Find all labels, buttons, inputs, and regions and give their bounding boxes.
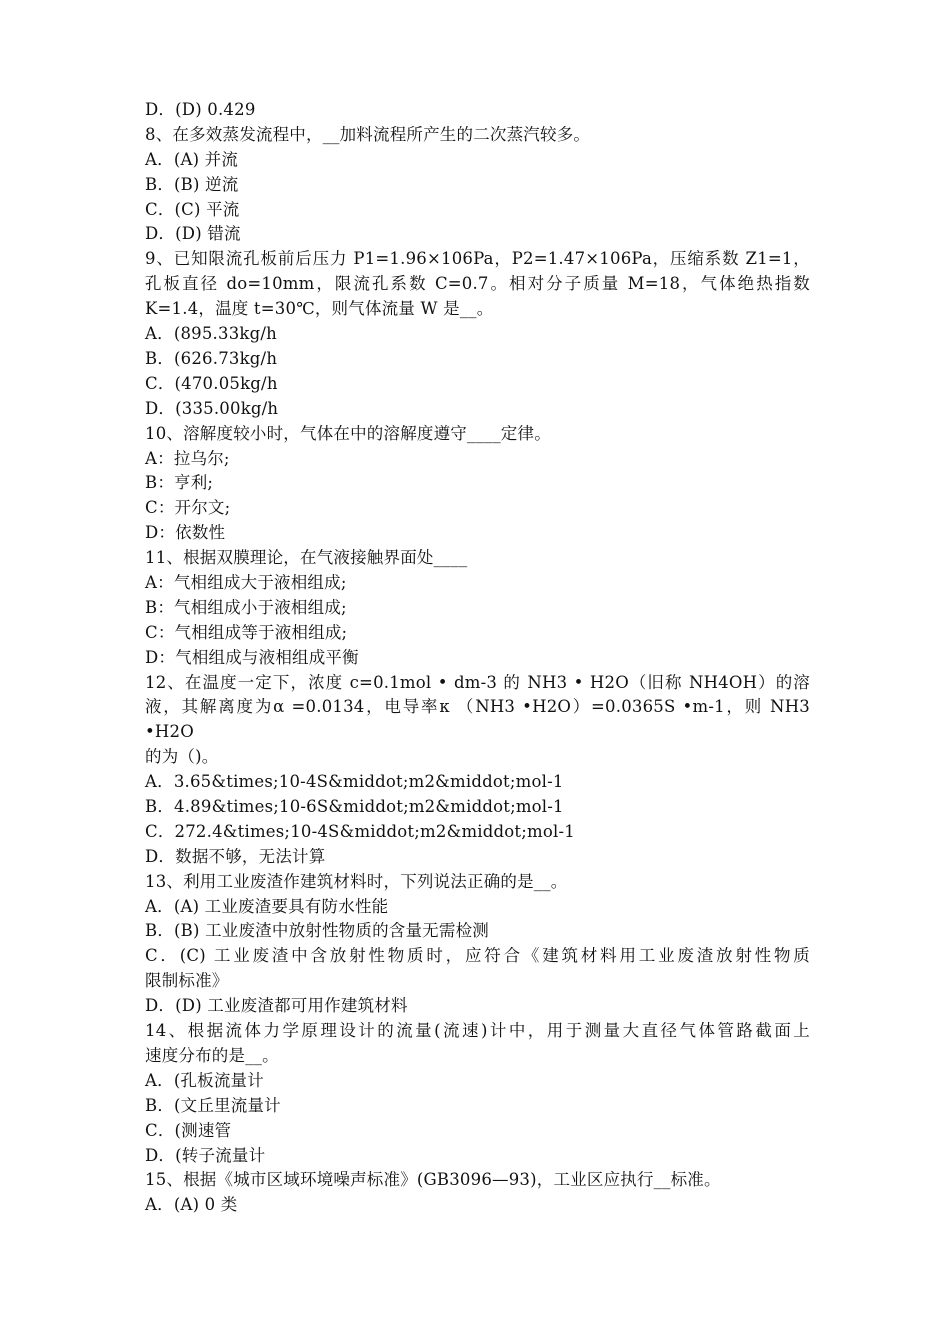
- answer-option: D：依数性: [145, 523, 226, 543]
- answer-option: A．(A) 并流: [145, 149, 239, 169]
- question-text: 10、溶解度较小时，气体在中的溶解度遵守____定律。: [145, 423, 551, 443]
- answer-option: A．3.65&times;10-4S&middot;m2&middot;mol-1: [145, 772, 564, 792]
- answer-option: A．(A) 工业废渣要具有防水性能: [145, 896, 389, 916]
- answer-option: C．(C) 工业废渣中含放射性物质时，应符合《建筑材料用工业废渣放射性物质: [145, 946, 810, 966]
- answer-option: D．(D) 工业废渣都可用作建筑材料: [145, 996, 408, 1016]
- answer-option: A：拉乌尔;: [145, 448, 230, 468]
- answer-option: C：气相组成等于液相组成;: [145, 622, 348, 642]
- question-text: 11、根据双膜理论，在气液接触界面处____: [145, 548, 468, 568]
- question-text: 液，其解离度为α =0.0134，电导率κ （NH3 •H2O）=0.0365S •m-1，则 NH3 •H2O: [145, 697, 810, 742]
- answer-option: C．(470.05kg/h: [145, 373, 278, 393]
- answer-option: C：开尔文;: [145, 498, 231, 518]
- question-text: 15、根据《城市区域环境噪声标准》(GB3096—93)，工业区应执行__标准。: [145, 1170, 721, 1190]
- question-text: K=1.4，温度 t=30℃，则气体流量 W 是__。: [145, 299, 494, 319]
- answer-option: C．(测速管: [145, 1120, 232, 1140]
- answer-option: B：气相组成小于液相组成;: [145, 597, 347, 617]
- answer-option: D．(335.00kg/h: [145, 398, 279, 418]
- answer-option: B．(B) 工业废渣中放射性物质的含量无需检测: [145, 921, 489, 941]
- answer-option: A：气相组成大于液相组成;: [145, 572, 347, 592]
- answer-option: B．(B) 逆流: [145, 174, 239, 194]
- answer-option: C．(C) 平流: [145, 199, 240, 219]
- question-text: 13、利用工业废渣作建筑材料时，下列说法正确的是__。: [145, 871, 568, 891]
- answer-option: D．(D) 错流: [145, 224, 241, 244]
- question-text: 孔板直径 do=10mm，限流孔系数 C=0.7。相对分子质量 M=18，气体绝热指数: [145, 274, 810, 294]
- answer-option: D：气相组成与液相组成平衡: [145, 647, 359, 667]
- answer-option: B．(626.73kg/h: [145, 348, 278, 368]
- answer-option: D．数据不够，无法计算: [145, 846, 326, 866]
- answer-option: D．(D) 0.429: [145, 100, 256, 119]
- answer-option: A．(孔板流量计: [145, 1070, 264, 1090]
- answer-option-continued: 限制标准》: [145, 971, 229, 991]
- answer-option: A．(A) 0 类: [145, 1195, 238, 1215]
- question-text: 12、在温度一定下，浓度 c=0.1mol • dm-3 的 NH3 • H2O（旧称 NH4OH）的溶: [145, 672, 810, 692]
- question-text: 14、根据流体力学原理设计的流量(流速)计中，用于测量大直径气体管路截面上: [145, 1021, 810, 1041]
- document-page: [145, 98, 810, 1218]
- answer-option: B．(文丘里流量计: [145, 1095, 281, 1115]
- answer-option: C．272.4&times;10-4S&middot;m2&middot;mol-1: [145, 821, 575, 841]
- answer-option: B．4.89&times;10-6S&middot;m2&middot;mol-1: [145, 797, 564, 817]
- answer-option: B：亨利;: [145, 473, 214, 493]
- question-text: 速度分布的是__。: [145, 1045, 279, 1065]
- answer-option: A．(895.33kg/h: [145, 324, 277, 344]
- answer-option: D．(转子流量计: [145, 1145, 266, 1165]
- question-text: 的为（)。: [145, 747, 219, 767]
- question-text: 9、已知限流孔板前后压力 P1=1.96×106Pa，P2=1.47×106Pa，压缩系数 Z1=1，: [145, 249, 810, 269]
- question-text: 8、在多效蒸发流程中，__加料流程所产生的二次蒸汽较多。: [145, 124, 591, 144]
